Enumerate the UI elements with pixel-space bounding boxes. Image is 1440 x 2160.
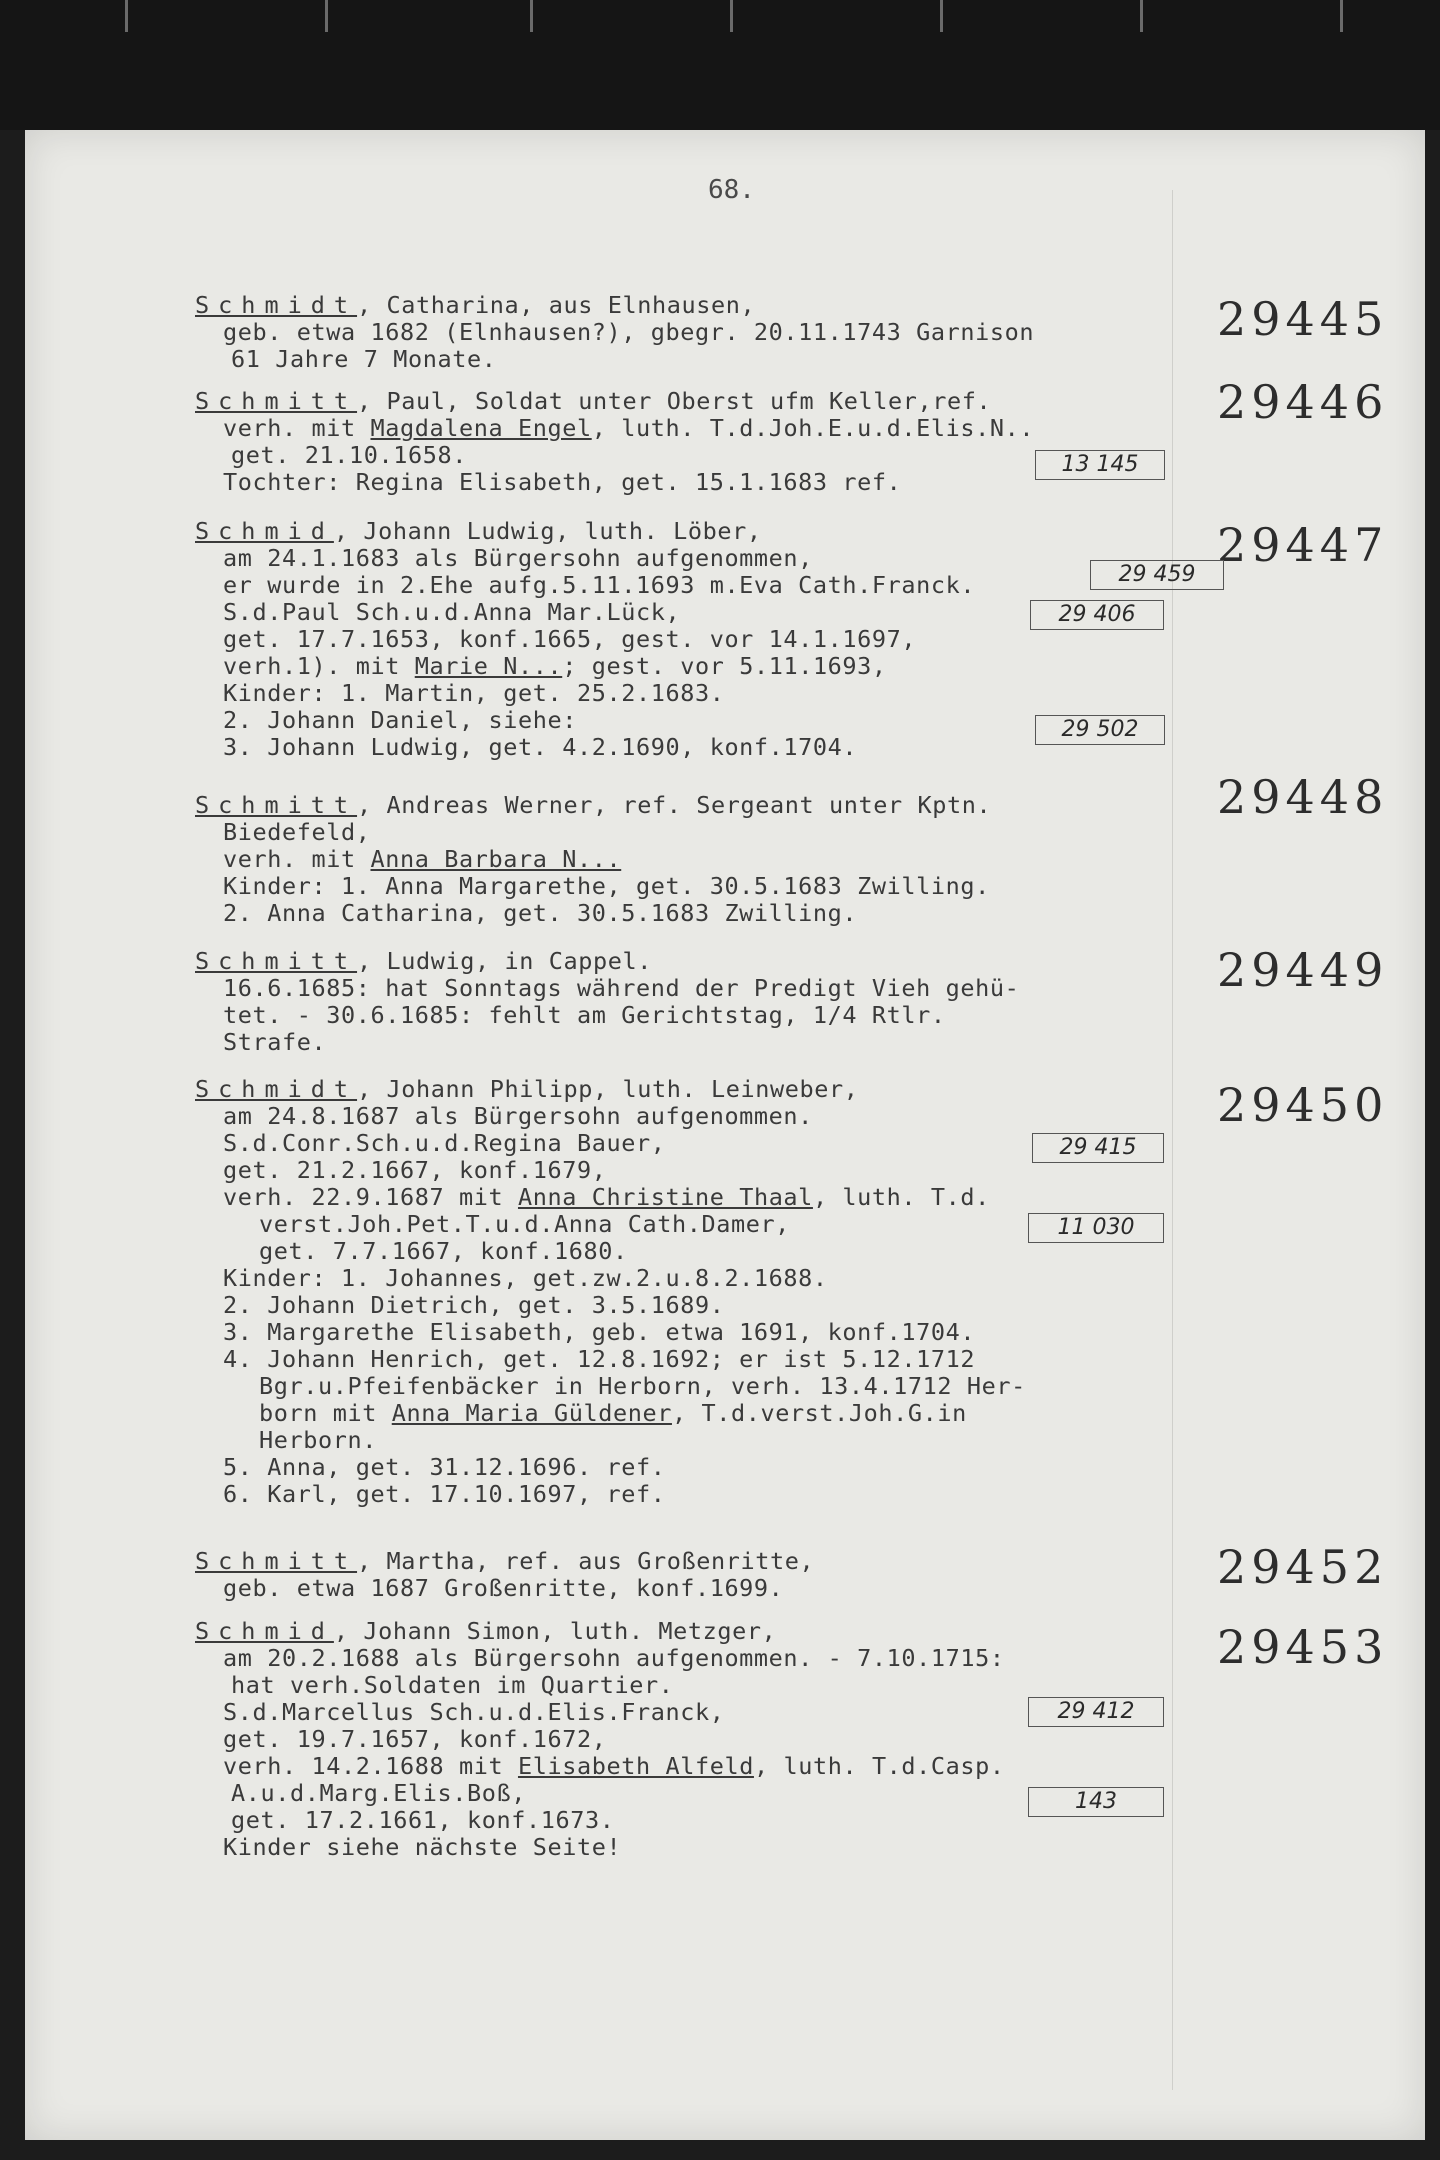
entry-text: get. 17.7.1653, konf.1665, gest. vor 14.1.1697, [223,625,917,653]
entry-text: , Catharina, aus Elnhausen, [357,291,756,319]
entry [195,292,1195,373]
entry-text: Kinder siehe nächste Seite! [223,1833,622,1861]
film-tick [940,0,943,32]
entry-number: 29445 [1217,292,1389,346]
entry-text: 3. Johann Ludwig, get. 4.2.1690, konf.1704. [223,733,858,761]
spouse-name: Anna Maria Güldener [391,1399,672,1427]
entry-text: 5. Anna, get. 31.12.1696. ref. [223,1453,666,1481]
entry-text: er wurde in 2.Ehe aufg.5.11.1693 m.Eva Cath.Franck. [223,571,976,599]
entry-text: , Martha, ref. aus Großenritte, [357,1547,815,1575]
spouse-name: Elisabeth Alfeld [517,1752,754,1780]
entry-text: get. 21.2.1667, konf.1679, [223,1156,607,1184]
entry-text: verh. 22.9.1687 mit [223,1183,518,1211]
reference-box: 29 502 [1035,715,1165,745]
entry-surname: Schmitt [195,947,358,975]
entry-text: 6. Karl, get. 17.10.1697, ref. [223,1480,666,1508]
reference-box: 29 459 [1090,560,1224,590]
reference-box: 13 145 [1035,450,1165,480]
entry-text: verh. mit [223,414,371,442]
entry-text: verst.Joh.Pet.T.u.d.Anna Cath.Damer, [259,1210,790,1238]
entry-surname: Schmid [195,517,334,545]
entry-number: 29448 [1217,770,1389,824]
entry-text: Herborn. [259,1426,377,1454]
entry [195,792,1195,927]
film-tick [1340,0,1343,32]
entry-text: S.d.Marcellus Sch.u.d.Elis.Franck, [223,1698,725,1726]
reference-box: 11 030 [1028,1213,1164,1243]
entry-surname: Schmidt [195,1075,358,1103]
entry-text: 16.6.1685: hat Sonntags während der Predigt Vieh gehü- [223,974,1020,1002]
film-top-band [0,0,1440,130]
entry-text: Strafe. [223,1028,327,1056]
entry-text: get. 17.2.1661, konf.1673. [231,1806,615,1834]
entry [195,948,1195,1056]
entry-text: 4. Johann Henrich, get. 12.8.1692; er ist 5.12.1712 [223,1345,976,1373]
entry-text: am 24.1.1683 als Bürgersohn aufgenommen, [223,544,813,572]
entry-text: , Andreas Werner, ref. Sergeant unter Kptn. [357,791,992,819]
entry-number: 29452 [1217,1540,1389,1594]
entry-text: 3. Margarethe Elisabeth, geb. etwa 1691, konf.1704. [223,1318,976,1346]
entry-text: geb. etwa 1687 Großenritte, konf.1699. [223,1574,784,1602]
entry-text: , Johann Philipp, luth. Leinweber, [357,1075,859,1103]
entry-text: Bgr.u.Pfeifenbäcker in Herborn, verh. 13.4.1712 Her- [259,1372,1026,1400]
entry-number: 29449 [1217,943,1389,997]
entry-text: get. 19.7.1657, konf.1672, [223,1725,607,1753]
entry-text: verh. mit [223,845,371,873]
entry-text: , Paul, Soldat unter Oberst ufm Keller,ref. [357,387,992,415]
entry-number: 29446 [1217,375,1389,429]
entry [195,1618,1195,1861]
reference-box: 29 406 [1030,600,1164,630]
film-tick [125,0,128,32]
entry-surname: Schmid [195,1617,334,1645]
entry-number: 29447 [1217,518,1389,572]
entry-text: , luth. T.d.Casp. [753,1752,1005,1780]
entry-text: tet. - 30.6.1685: fehlt am Gerichtstag, 1/4 Rtlr. [223,1001,946,1029]
entry-text: 2. Johann Daniel, siehe: [223,706,577,734]
entry-text: , Johann Ludwig, luth. Löber, [333,517,762,545]
reference-box: 29 412 [1028,1697,1164,1727]
entry-text: A.u.d.Marg.Elis.Boß, [231,1779,526,1807]
entry-text: hat verh.Soldaten im Quartier. [231,1671,674,1699]
entry-text: Kinder: 1. Johannes, get.zw.2.u.8.2.1688. [223,1264,828,1292]
entry-text: , luth. T.d. [812,1183,990,1211]
entry-text: , Johann Simon, luth. Metzger, [333,1617,777,1645]
reference-box: 143 [1028,1787,1164,1817]
entry-text: , Ludwig, in Cappel. [357,947,653,975]
entry-text: verh.1). mit [223,652,415,680]
entry-text: get. 7.7.1667, konf.1680. [259,1237,628,1265]
spouse-name: Anna Christine Thaal [517,1183,813,1211]
entry-text: , T.d.verst.Joh.G.in [671,1399,967,1427]
entry-number: 29453 [1217,1620,1389,1674]
entry [195,1548,1195,1602]
entry-text: ; gest. vor 5.11.1693, [562,652,887,680]
entry-text: Tochter: Regina Elisabeth, get. 15.1.1683 ref. [223,468,902,496]
entry-text: Kinder: 1. Martin, get. 25.2.1683. [223,679,725,707]
entry-text: , luth. T.d.Joh.E.u.d.Elis.N.. [591,414,1035,442]
entry-surname: Schmitt [195,1547,358,1575]
film-tick [730,0,733,32]
entry-text: am 20.2.1688 als Bürgersohn aufgenommen. - 7.10.1715: [223,1644,1005,1672]
entry-surname: Schmidt [195,291,358,319]
entry-surname: Schmitt [195,791,358,819]
entry-text: 61 Jahre 7 Monate. [231,345,497,373]
entry-text: Biedefeld, [223,818,371,846]
entry-text: am 24.8.1687 als Bürgersohn aufgenommen. [223,1102,813,1130]
entry-text: 2. Anna Catharina, get. 30.5.1683 Zwilling. [223,899,858,927]
entry-text: S.d.Conr.Sch.u.d.Regina Bauer, [223,1129,666,1157]
entry-number: 29450 [1217,1078,1389,1132]
spouse-name: Anna Barbara N... [370,845,622,873]
entry-text: verh. 14.2.1688 mit [223,1752,518,1780]
reference-box: 29 415 [1032,1133,1164,1163]
entry-text: born mit [259,1399,392,1427]
entry-text: Kinder: 1. Anna Margarethe, get. 30.5.1683 Zwilling. [223,872,990,900]
film-tick [325,0,328,32]
entry-text: S.d.Paul Sch.u.d.Anna Mar.Lück, [223,598,681,626]
document-page [25,130,1425,2140]
film-tick [1140,0,1143,32]
film-tick [530,0,533,32]
entry-text: 2. Johann Dietrich, get. 3.5.1689. [223,1291,725,1319]
page-number: 68. [708,175,755,205]
entry-text: get. 21.10.1658. [231,441,467,469]
entry-surname: Schmitt [195,387,358,415]
entry-text: geb. etwa 1682 (Elnhausen?), gbegr. 20.11.1743 Garnison [223,318,1035,346]
spouse-name: Marie N... [414,652,563,680]
spouse-name: Magdalena Engel [370,414,592,442]
